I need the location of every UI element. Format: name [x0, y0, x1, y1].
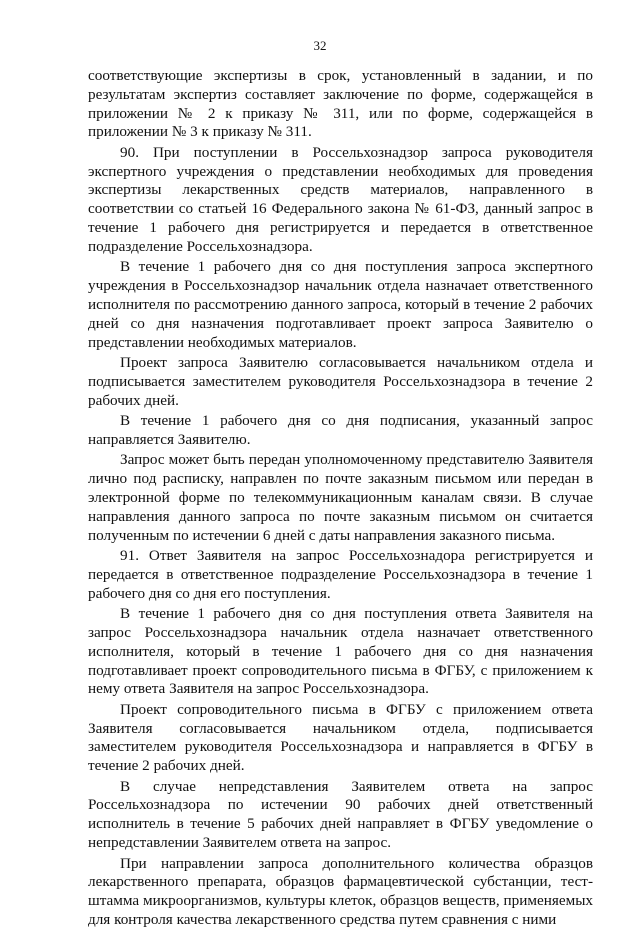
paragraph-item-90: 90. При поступлении в Россельхознадзор запроса руководителя экспертного учреждения о представлении необходимых для проведения экспертизы лекарственных средств материалов, направленного в соответствии со статьей 16 Федерального закона № 61-ФЗ, данный запрос в течение 1 рабочего дня регистрируется и передается в ответственное подразделение Россельхознадзора. [88, 143, 593, 255]
paragraph: В течение 1 рабочего дня со дня поступления запроса экспертного учреждения в Россельхознадзор начальник отдела назначает ответственного исполнителя по рассмотрению данного запроса, который в течение 2 рабочих дней со дня назначения подготавливает проект запроса Заявителю о представлении необходимых материалов. [88, 258, 593, 351]
paragraph: В случае непредставления Заявителем ответа на запрос Россельхознадзора по истечении 90 рабочих дней ответственный исполнитель в течение 5 рабочих дней направляет в ФГБУ уведомление о непредставлении Заявителем ответа на запрос. [88, 777, 593, 852]
paragraph: В течение 1 рабочего дня со дня подписания, указанный запрос направляется Заявителю. [88, 412, 593, 448]
paragraph: Проект сопроводительного письма в ФГБУ с приложением ответа Заявителя согласовывается начальником отдела, подписывается заместителем руководителя Россельхознадзора и направляется в ФГБУ в течение 2 рабочих дней. [88, 700, 593, 775]
paragraph: Проект запроса Заявителю согласовывается начальником отдела и подписывается заместителем руководителя Россельхознадзора в течение 2 рабочих дней. [88, 354, 593, 409]
paragraph-continuation: соответствующие экспертизы в срок, установленный в задании, и по результатам экспертиз составляет заключение по форме, содержащейся в приложении № 2 к приказу № 311, или по форме, содержащейся в приложении № 3 к приказу № 311. [88, 67, 593, 141]
paragraph-item-91: 91. Ответ Заявителя на запрос Россельхознадора регистрируется и передается в ответственное подразделение Россельхознадзора в течение 1 рабочего дня со дня его поступления. [88, 547, 593, 602]
paragraph: В течение 1 рабочего дня со дня поступления ответа Заявителя на запрос Россельхознадзора начальник отдела назначает ответственного исполнителя, который в течение 1 рабочего дня со дня назначения подготавливает проект сопроводительного письма в ФГБУ, с приложением к нему ответа Заявителя на запрос Россельхознадзора. [88, 605, 593, 698]
paragraph: При направлении запроса дополнительного количества образцов лекарственного препарата, образцов фармацевтической субстанции, тест-штамма микроорганизмов, культуры клеток, образцов веществ, применяемых для контроля качества лекарственного средства путем сравнения с ними [88, 854, 593, 928]
page-number: 32 [313, 38, 327, 53]
document-body [88, 67, 593, 931]
paragraph: Запрос может быть передан уполномоченному представителю Заявителя лично под расписку, направлен по почте заказным письмом или передан в электронной форме по телекоммуникационным каналам связи. В случае направления данного запроса по почте заказным письмом он считается полученным по истечении 6 дней с даты направления заказного письма. [88, 451, 593, 544]
